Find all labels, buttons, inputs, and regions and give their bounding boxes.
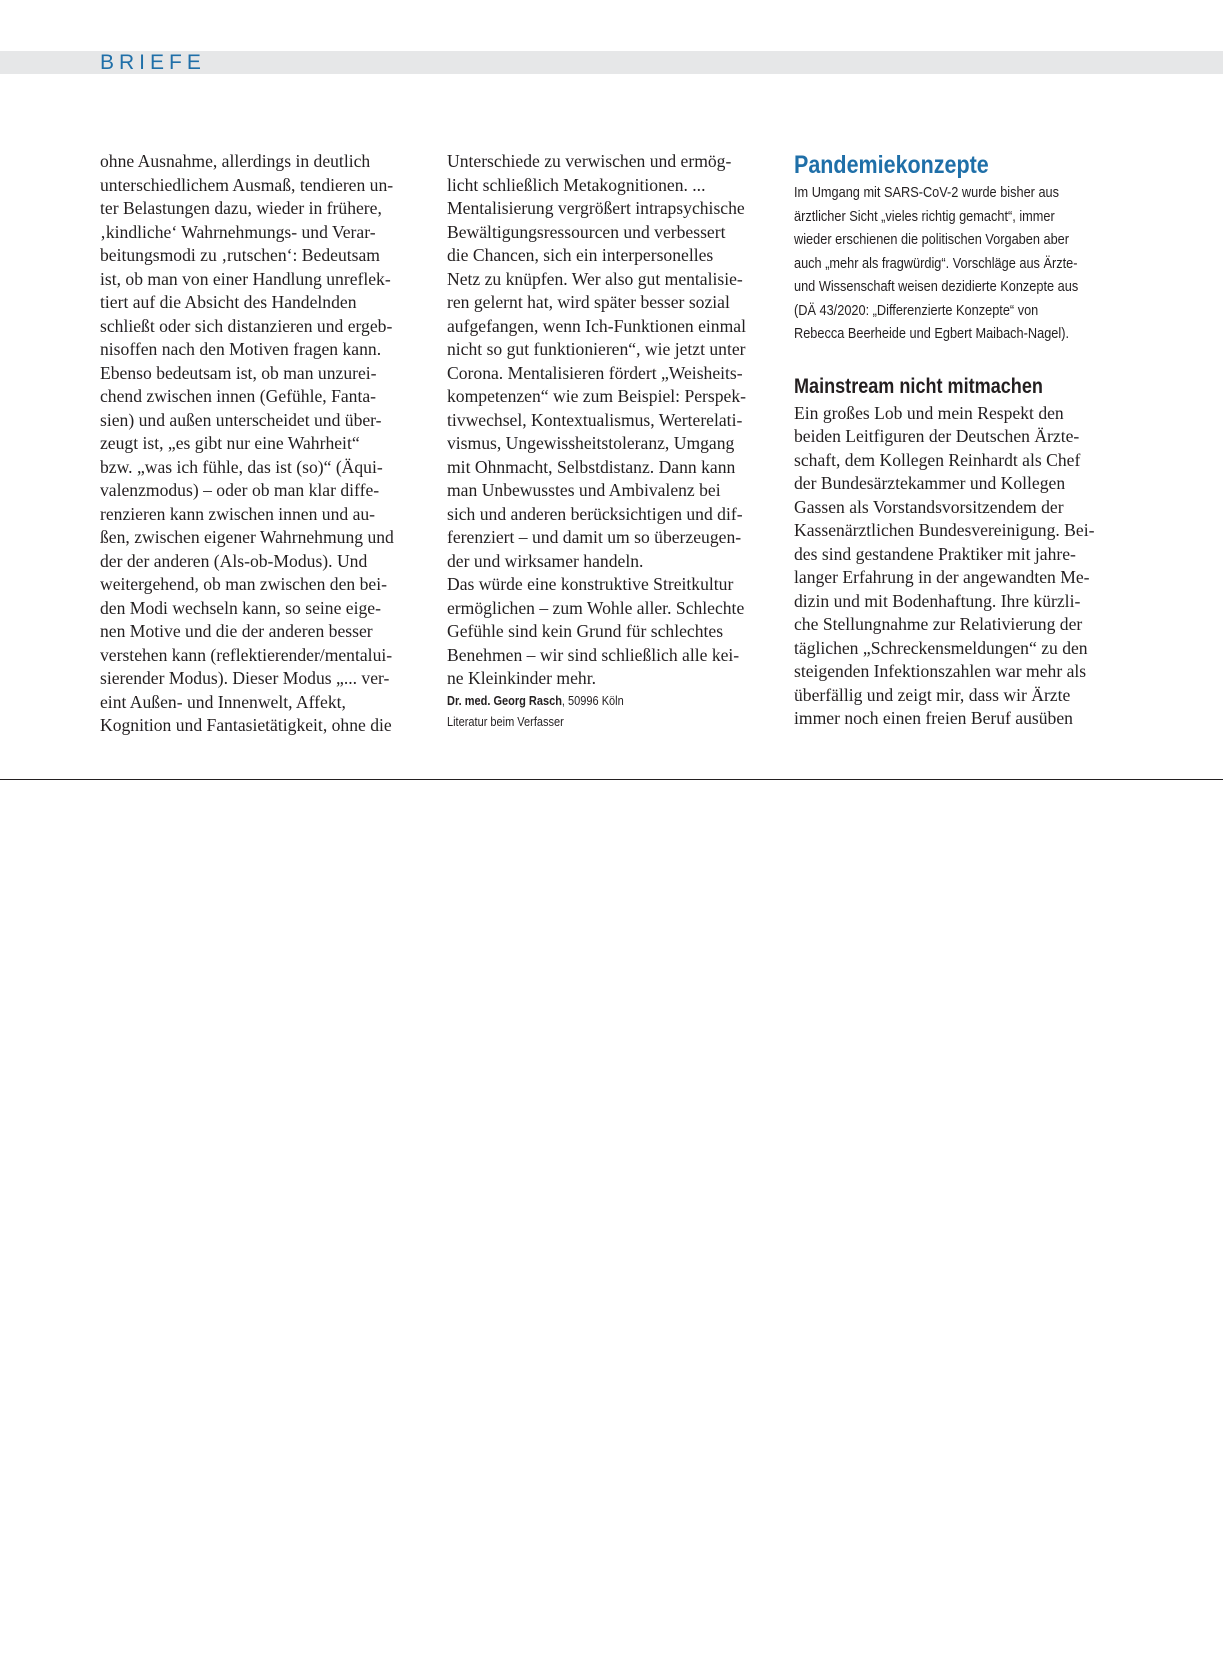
body-line: kompetenzen“ wie zum Beispiel: Perspek- xyxy=(447,386,746,406)
body-line: Das würde eine konstruktive Streitkultur xyxy=(447,574,734,594)
body-line: che Stellungnahme zur Relativierung der xyxy=(794,614,1083,634)
author-place: , 50996 Köln xyxy=(561,693,624,708)
body-line: langer Erfahrung in der angewandten Me- xyxy=(794,567,1090,587)
body-line: chend zwischen innen (Gefühle, Fanta- xyxy=(100,386,377,406)
body-line: ren gelernt hat, wird später besser sozial xyxy=(447,292,730,312)
bottom-divider xyxy=(0,779,1223,780)
body-line: schließt oder sich distanzieren und ergeb- xyxy=(100,315,393,336)
lead-line: Rebecca Beerheide und Egbert Maibach-Nagel). xyxy=(794,325,1070,342)
body-line: valenzmodus) – oder ob man klar diffe- xyxy=(100,480,380,500)
body-line: Gefühle sind kein Grund für schlechtes xyxy=(447,621,724,641)
body-line: ist, ob man von einer Handlung unreflek- xyxy=(100,268,391,289)
body-line: renzieren kann zwischen innen und au- xyxy=(100,503,376,524)
lead-line: (DÄ 43/2020: „Differenzierte Konzepte“ von xyxy=(794,301,1039,319)
lead-line: ärztlicher Sicht „vieles richtig gemacht“, immer xyxy=(794,207,1055,225)
body-line: den Modi wechseln kann, so seine eige- xyxy=(100,597,381,618)
body-line: dizin und mit Bodenhaftung. Ihre kürzli- xyxy=(794,590,1081,611)
body-line: Netz zu knüpfen. Wer also gut mentalisie- xyxy=(447,268,743,289)
body-line: immer noch einen freien Beruf ausüben xyxy=(794,708,1073,728)
body-line: verstehen kann (reflektierender/mentalui- xyxy=(100,644,393,665)
body-line: die Chancen, sich ein interpersonelles xyxy=(447,245,714,265)
body-line: Unterschiede zu verwischen und ermög- xyxy=(447,151,732,171)
body-line: überfällig und zeigt mir, dass wir Ärzte xyxy=(794,684,1071,705)
literature-note: Literatur beim Verfasser xyxy=(447,714,564,729)
body-line: tiert auf die Absicht des Handelnden xyxy=(100,292,357,312)
letter-title: Mainstream nicht mitmachen xyxy=(794,374,1043,398)
lead-line: Im Umgang mit SARS-CoV-2 wurde bisher aus xyxy=(794,184,1060,201)
body-line: sich und anderen berücksichtigen und dif- xyxy=(447,503,743,524)
body-line: des sind gestandene Praktiker mit jahre- xyxy=(794,543,1076,564)
body-line: Ein großes Lob und mein Respekt den xyxy=(794,402,1064,423)
body-line: bzw. „was ich fühle, das ist (so)“ (Äqui- xyxy=(100,456,383,477)
body-line: mit Ohnmacht, Selbstdistanz. Dann kann xyxy=(447,456,736,477)
body-line: nisoffen nach den Motiven fragen kann. xyxy=(100,339,382,359)
body-line: weitergehend, ob man zwischen den bei- xyxy=(100,574,387,594)
body-line: der Bundesärztekammer und Kollegen xyxy=(794,473,1066,493)
body-line: der und wirksamer handeln. xyxy=(447,550,644,571)
body-line: ne Kleinkinder mehr. xyxy=(447,668,597,688)
body-line: Gassen als Vorstandsvorsitzendem der xyxy=(794,496,1064,517)
letter-column-1 xyxy=(100,150,430,738)
body-line: sien) und außen unterscheidet und über- xyxy=(100,409,382,430)
body-line: Bewältigungsressourcen und verbessert xyxy=(447,221,726,242)
body-line: täglichen „Schreckensmeldungen“ zu den xyxy=(794,637,1088,658)
body-line: ferenziert – und damit um so überzeugen- xyxy=(447,527,742,547)
body-line: der der anderen (Als-ob-Modus). Und xyxy=(100,550,368,571)
body-line: vismus, Ungewissheitstoleranz, Umgang xyxy=(447,433,735,453)
body-line: eint Außen- und Innenwelt, Affekt, xyxy=(100,691,346,712)
body-line: sierender Modus). Dieser Modus „... ver- xyxy=(100,668,390,688)
body-line: steigenden Infektionszahlen war mehr als xyxy=(794,661,1087,681)
body-line: Benehmen – wir sind schließlich alle kei- xyxy=(447,644,740,665)
body-line: nicht so gut funktionieren“, wie jetzt unter xyxy=(447,339,746,359)
body-line: ‚kindliche‘ Wahrnehmungs- und Verar- xyxy=(100,221,376,242)
body-line: man Unbewusstes und Ambivalenz bei xyxy=(447,480,721,500)
letter-column-3 xyxy=(794,150,1124,731)
section-label: BRIEFE xyxy=(100,51,206,74)
body-line: zeugt ist, „es gibt nur eine Wahrheit“ xyxy=(100,433,360,453)
author-name: Dr. med. Georg Rasch xyxy=(447,693,562,708)
body-line: aufgefangen, wenn Ich-Funktionen einmal xyxy=(447,315,746,336)
author-byline xyxy=(447,691,737,712)
body-line: schaft, dem Kollegen Reinhardt als Chef xyxy=(794,449,1081,470)
body-line: ter Belastungen dazu, wieder in frühere, xyxy=(100,198,382,218)
body-line: tivwechsel, Kontextualismus, Werterelati- xyxy=(447,409,743,430)
body-line: ohne Ausnahme, allerdings in deutlich xyxy=(100,151,371,171)
body-line: licht schließlich Metakognitionen. ... xyxy=(447,174,706,195)
body-line: Corona. Mentalisieren fördert „Weisheits- xyxy=(447,362,743,383)
body-line: beiden Leitfiguren der Deutschen Ärzte- xyxy=(794,426,1080,446)
body-line: ßen, zwischen eigener Wahrnehmung und xyxy=(100,527,394,547)
body-line: Mentalisierung vergrößert intrapsychische xyxy=(447,198,745,218)
body-line: nen Motive und die der anderen besser xyxy=(100,621,373,641)
article-title: Pandemiekonzepte xyxy=(794,151,989,179)
lead-line: auch „mehr als fragwürdig“. Vorschläge aus Ärzte- xyxy=(794,254,1078,272)
letter-column-2 xyxy=(447,150,777,733)
body-line: ermöglichen – zum Wohle aller. Schlechte xyxy=(447,597,745,618)
lead-line: wieder erschienen die politischen Vorgaben aber xyxy=(794,231,1070,248)
body-line: Kognition und Fantasietätigkeit, ohne die xyxy=(100,715,392,735)
lead-line: und Wissenschaft weisen dezidierte Konzepte aus xyxy=(794,278,1079,295)
body-line: Kassenärztlichen Bundesvereinigung. Bei- xyxy=(794,520,1095,540)
body-line: Ebenso bedeutsam ist, ob man unzurei- xyxy=(100,362,377,383)
body-line: unterschiedlichem Ausmaß, tendieren un- xyxy=(100,174,394,195)
body-line: beitungsmodi zu ‚rutschen‘: Bedeutsam xyxy=(100,245,380,265)
